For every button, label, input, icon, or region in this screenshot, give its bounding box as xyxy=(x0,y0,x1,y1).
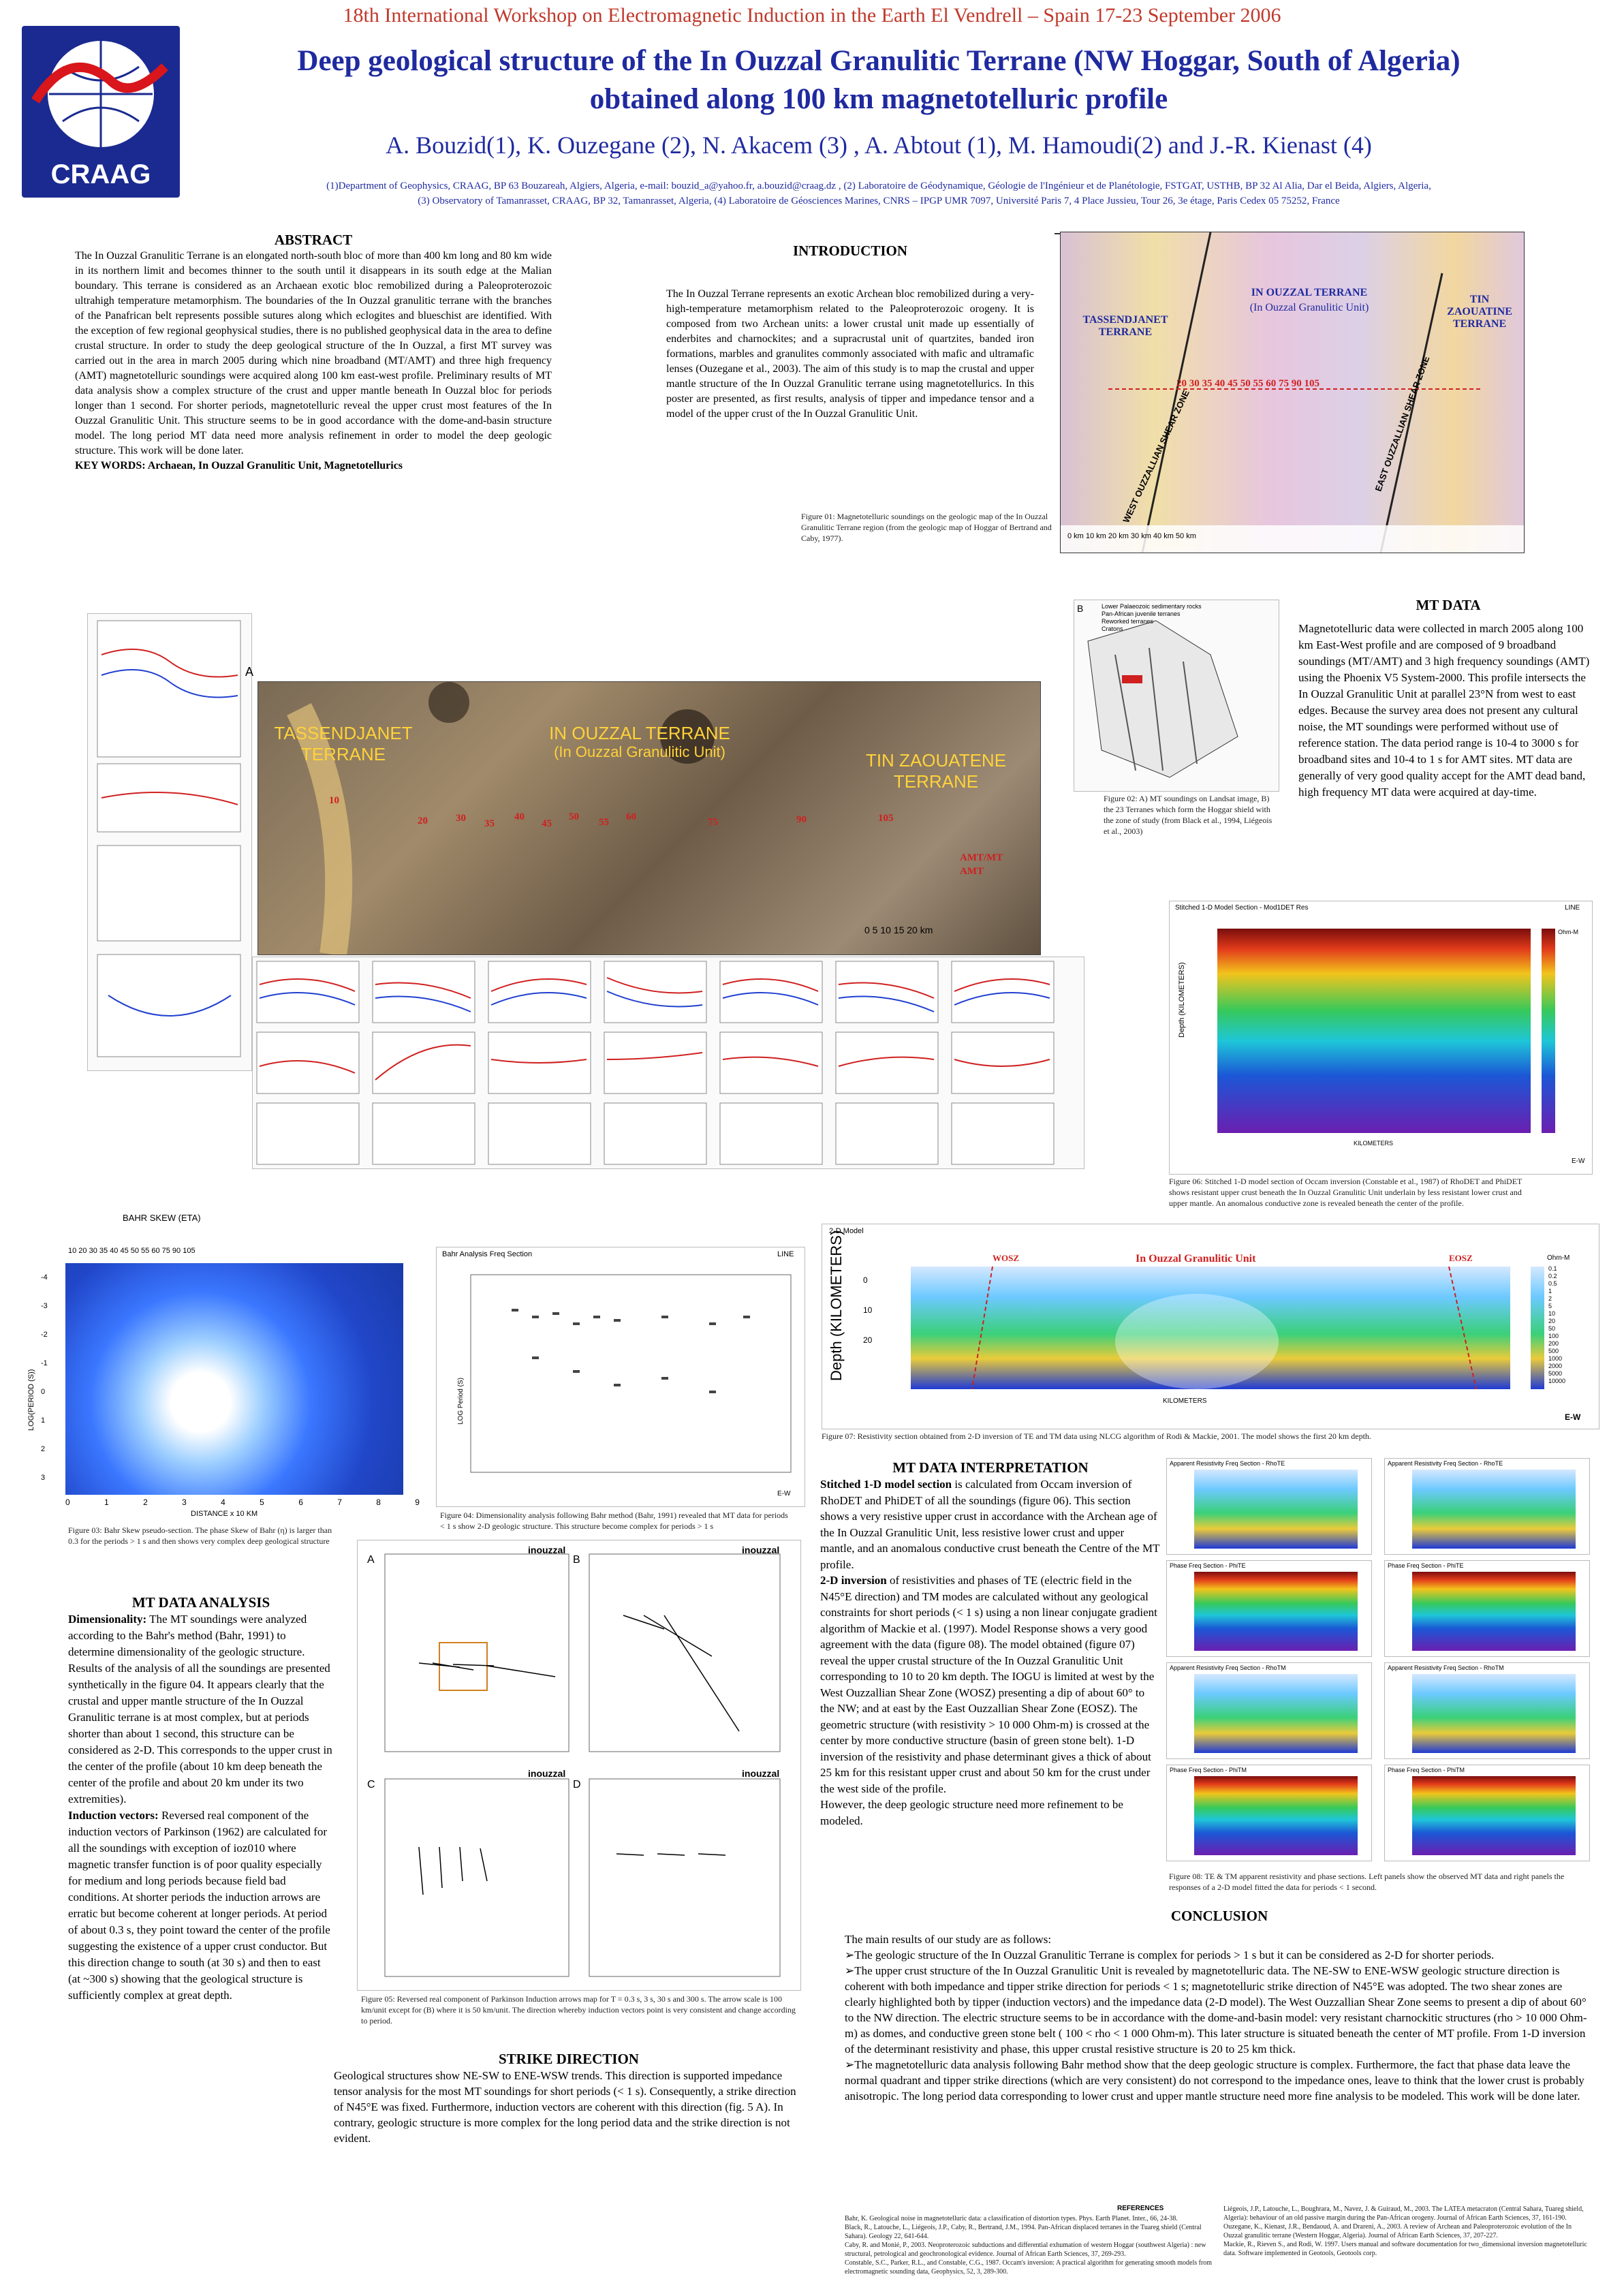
fig8-heatmap xyxy=(1412,1572,1576,1651)
fig8-heatmap xyxy=(1194,1470,1358,1549)
fig5-title-d: inouzzal xyxy=(742,1768,780,1779)
dimensionality-text: The MT soundings were analyzed according to the Bahr's method (Bahr, 1991) to determine dimensionality of the geologic structure. Results of the analysis of all the soundings are presented synthetically in the figure 04. It appears clearly that the crustal and upper mantle structure of the In Ouzzal Granulitic terrane is at most complex, but at periods shorter than about 1 second, this structure can be considered as 2-D. This corresponds to the upper crust in the center of the profile (about 10 km deep beneath the center of the profile and about 20 km under its two extremities). xyxy=(68,1613,332,1805)
reference-item: Caby, R. and Monié, P., 2003. Neoproterozoic subductions and differential exhumation of western Hoggar (southwest Algeria) : new structural, petrological and geochronological evidence. Journal of African Earth Sciences, 37, 269-293. xyxy=(845,2241,1206,2258)
strike-section xyxy=(334,2051,804,2146)
legend-amt: AMT xyxy=(960,866,984,877)
figure-8-caption: Figure 08: TE & TM apparent resistivity and phase sections. Left panels show the observed MT data and right panels the responses of a 2-D model fitted the data for periods < 1 second. xyxy=(1169,1872,1565,1892)
fig8-panel xyxy=(1384,1560,1590,1657)
strike-heading: STRIKE DIRECTION xyxy=(499,2051,639,2067)
fig7-legend-item: 10 xyxy=(1548,1310,1556,1317)
fig3-xtick: 8 xyxy=(376,1498,381,1507)
fig8-heatmap xyxy=(1194,1572,1358,1651)
fig3-xtick: 7 xyxy=(337,1498,342,1507)
interp-p1-text: is calculated from Occam inversion of RhoDET and PhiDET of all the soundings (figure 06). This section shows a very resistive upper crust in accordance with the Archean age of the In Ouzzal Granulitic Unit, less resistive lower crust and upper mantle, and an anomalous conductive crust beneath the Centre of the MT profile. xyxy=(820,1478,1160,1571)
fig8-heatmap xyxy=(1412,1470,1576,1549)
sat-label-tin-zaouatene: TIN ZAOUATENE TERRANE xyxy=(865,750,1007,792)
fig7-legend-item: 2000 xyxy=(1548,1363,1563,1369)
fig3-ytick: 0 xyxy=(41,1388,46,1396)
fig7-xlabel: KILOMETERS xyxy=(1163,1397,1207,1405)
fig7-ytick: 20 xyxy=(863,1335,873,1345)
te-tm-sections-figure xyxy=(1166,1458,1602,1867)
induction-head: Induction vectors: xyxy=(68,1809,159,1822)
fig3-xticks xyxy=(65,1498,420,1507)
inset-legend-item: Cratons xyxy=(1102,625,1123,632)
fig7-legend-item: 100 xyxy=(1548,1333,1559,1339)
fig8-panel xyxy=(1166,1458,1372,1555)
fig6-line: LINE xyxy=(1565,904,1580,912)
fig3-ytick: -2 xyxy=(41,1331,48,1339)
reference-item: Black, R., Latouche, L., Liégeois, J.P., Caby, R., Bertrand, J.M., 1994. Pan-African displaced terranes in the Tuareg shield (Central Sahara). Geology 22, 641-644. xyxy=(845,2224,1202,2240)
map-label-unit: (In Ouzzal Granulitic Unit) xyxy=(1249,302,1369,313)
interp-p2-text: of resistivities and phases of TE (electric field in the N45°E direction) and TM modes are calculated without any geological constraints for short periods (< 1 s) using a non linear conjugate gradient algorithm of Mackie et al. (1997). Model Response shows a very good agreement with the data (figure 08). The model obtained (figure 07) reveal the upper crustal structure of the In Ouzzal Granulitic Unit corresponding to 10 to 20 km depth. The IOGU is limited at west by the West Ouzzallian Shear Zone (WOSZ) presenting a dip of about 60° to the NW; and at east by the East Ouzzallian Shear Zone (EOSZ). The geometric structure (with resistivity > 10 000 Ohm-m) is crossed at the center by more conductive structure (basin of green stone belt). 1-D inversion of the resistivity and phase determinant gives a thick of about 25 km for this resistant upper crust and about 50 km for the crust under the west side of the profile. xyxy=(820,1574,1157,1795)
fig7-legend-item: 50 xyxy=(1548,1325,1556,1332)
title-line-1: Deep geological structure of the In Ouzzal Granulitic Terrane (NW Hoggar, South of Algeria) xyxy=(297,45,1461,77)
reference-item: Bahr, K. Geological noise in magnetotelluric data: a classification of distortion types. Phys. Earth Planet. Inter., 66, 24-38. xyxy=(845,2215,1178,2222)
interp-p3: However, the deep geologic structure need more refinement to be modeled. xyxy=(820,1798,1123,1827)
fig4-line: LINE xyxy=(777,1250,794,1258)
fig8-panel xyxy=(1166,1765,1372,1861)
workshop-line: 18th International Workshop on Electromagnetic Induction in the Earth El Vendrell – Spain 17-23 September 2006 xyxy=(343,4,1281,27)
station-105: 105 xyxy=(878,813,894,824)
fig8-heatmap xyxy=(1412,1674,1576,1753)
interp-p2-head: 2-D inversion xyxy=(820,1574,887,1587)
conclusion-item: ➢The upper crust structure of the In Ouzzal Granulitic Unit is revealed by magnetotelluric data. The NE-SW to ENE-WSW geologic structure direction is coherent with both impedance and tipper strike direction for periods < 1 s; magnetotelluric strike direction of N45°E was adopted. The two shear zones are clearly highlighted both by tipper (induction vectors) and the impedance data (2-D model). The West Ouzzallian Shear Zone seems to present a dip of about 60° to the NW direction. The electric structure seems to be in accordance with the dome-and-basin model: very resistant charnockitic structures (rho > 10 000 Ohm-m) as domes, and conductive green stone belt ( 100 < rho < 1 000 Ohm-m). This later structure is situated beneath the center of MT profile. From 1-D inversion of the determinant resistivity and phase, this upper crustal resistive structure is 20 to 25 km thick. xyxy=(845,1964,1587,2055)
fig8-heatmap xyxy=(1412,1776,1576,1855)
abstract-heading: ABSTRACT xyxy=(274,232,353,248)
inset-legend-item: Reworked terranes xyxy=(1102,618,1154,625)
fig3-ytick: 1 xyxy=(41,1416,46,1425)
station-60: 60 xyxy=(626,811,636,822)
reference-item: Liégeois, J.P., Latouche, L., Boughrara, M., Navez, J. & Guiraud, M., 2003. The LATEA metacraton (Central Sahara, Tuareg shield, Algeria): behaviour of an old passive margin during the Pan-African orogeny. Journal of African Earth Sciences, 37, 161-190. xyxy=(1223,2205,1584,2222)
reference-item: Constable, S.C., Parker, R.L., and Constable, C.G., 1987. Occam's inversion: A practical algorithm for generating smooth models from electromagnetic sounding data, Geophysics, 52, 3, 289-300. xyxy=(845,2259,1213,2276)
map-shear-west: WEST OUZZALLIAN SHEAR ZONE xyxy=(1121,388,1191,525)
fig3-ytick: 2 xyxy=(41,1445,46,1453)
references-left xyxy=(845,2214,1213,2276)
landsat-image xyxy=(257,681,1041,955)
fig8-panel-title: Phase Freq Section - PhiTE xyxy=(1170,1562,1246,1569)
map-shear-east: EAST OUZZALLIAN SHEAR ZONE xyxy=(1373,354,1432,493)
fig7-legend xyxy=(1548,1265,1565,1385)
conclusion-section xyxy=(845,1908,1594,2104)
fig7-ylabel: Depth (KILOMETERS) xyxy=(828,1230,845,1381)
craag-logo xyxy=(22,26,180,198)
sat-label-unit: (In Ouzzal Granulitic Unit) xyxy=(554,743,725,760)
authors: A. Bouzid(1), K. Ouzegane (2), N. Akacem (3) , A. Abtout (1), M. Hamoudi(2) and J.-R. Kienast (4) xyxy=(386,131,1372,159)
fig3-stations: 10 20 30 35 40 45 50 55 60 75 90 105 xyxy=(68,1247,196,1255)
fig8-panel-title: Apparent Resistivity Freq Section - RhoTE xyxy=(1170,1460,1285,1467)
figure-5-caption: Figure 05: Reversed real component of Parkinson Induction arrows map for T = 0.3 s, 3 s, 30 s and 300 s. The arrow scale is 100 km/unit except for (B) where it is 50 km/unit. The direction whereby induction vectors point is very consistent and change according to period. xyxy=(361,1994,796,2026)
fig7-legend-item: 10000 xyxy=(1548,1378,1566,1384)
sat-scale: 0 5 10 15 20 km xyxy=(864,925,933,935)
fig7-overlay xyxy=(911,1267,1510,1389)
figure-4-caption: Figure 04: Dimensionality analysis following Bahr method (Bahr, 1991) revealed that MT data for periods < 1 s show 2-D geologic structure. This structure become complex for periods > 1 s xyxy=(440,1510,788,1531)
fig3-xtick: 1 xyxy=(104,1498,109,1507)
references-right xyxy=(1223,2205,1591,2258)
mt-data-text: Magnetotelluric data were collected in march 2005 along 100 km East-West profile and are composed of 9 broadband soundings (MT/AMT) and 3 high frequency soundings (AMT) using the Phoenix V5 System-2000. This profile intersects the In Ouzzal Granulitic Unit at parallel 23°N from west to east edges. Because the survey area does not present any cultural noise, the MT soundings were performed without use of reference station. The data period range is 10-4 to 3000 s for broadband sites and 10-4 to 1 s for AMT sites. MT data are generally of very good quality accept for the AMT dead band, high frequency MT data were acquired at day-time. xyxy=(1298,622,1590,798)
fig5-panel-b: B xyxy=(573,1554,580,1566)
station-45: 45 xyxy=(542,818,552,829)
fig8-panel-title: Apparent Resistivity Freq Section - RhoTM xyxy=(1388,1664,1504,1671)
fig7-legend-item: 5000 xyxy=(1548,1370,1563,1377)
analysis-section xyxy=(68,1594,334,2004)
fig5-title-c: inouzzal xyxy=(528,1768,566,1779)
interpretation-heading: MT DATA INTERPRETATION xyxy=(892,1459,1089,1476)
fig7-legend-item: 20 xyxy=(1548,1318,1556,1324)
fig7-legend-title: Ohm-M xyxy=(1547,1254,1570,1262)
station-35: 35 xyxy=(484,818,495,829)
induction-paragraph xyxy=(68,1808,334,2004)
map-label-tassendjanet: TASSENDJANET TERRANE xyxy=(1082,314,1168,338)
station-20: 20 xyxy=(418,816,428,826)
figure-1-caption: Figure 01: Magnetotelluric soundings on the geologic map of the In Ouzzal Granulitic Terrane region (from the geologic map of Hoggar of Bertrand and Caby, 1977). xyxy=(801,512,1052,543)
dimensionality-head: Dimensionality: xyxy=(68,1613,147,1626)
fig6-heatmap xyxy=(1217,929,1531,1133)
fig7-ytick: 10 xyxy=(863,1305,873,1315)
fig8-panel xyxy=(1384,1765,1590,1861)
figure-2-caption: Figure 02: A) MT soundings on Landsat image, B) the 23 Terranes which form the Hoggar shield with the zone of study (from Black et al., 1994, Liégeois et al., 2003) xyxy=(1104,794,1272,836)
map-scale: 0 km 10 km 20 km 30 km 40 km 50 km xyxy=(1067,532,1196,540)
fig7-legend-item: 1 xyxy=(1548,1288,1552,1294)
panel-a-label: A xyxy=(245,665,254,679)
conclusion-intro: The main results of our study are as follows: xyxy=(845,1933,1052,1946)
interp-p2 xyxy=(820,1572,1161,1797)
fig3-ytick: -4 xyxy=(41,1273,48,1282)
introduction-section xyxy=(666,243,1034,422)
fig3-ylabel: LOG(PERIOD (S)) xyxy=(27,1369,35,1431)
fig4-plot xyxy=(437,1247,805,1506)
abstract-text: The In Ouzzal Granulitic Terrane is an elongated north-south bloc of more than 400 km long and 80 km wide in its northern limit and becomes thinner to the south until it disappears in its south edge at the Malian boundary. This terrane is considered as an Archaean exotic bloc remobilized during a Paleoproterozoic ultrahigh temperature metamorphism. The boundaries of the In Ouzzal granulitic terrane with the branches of the Panafrican belt represents possible sutures along which eclogites and blueschist are identified. With the exception of few regional geophysical studies, there is no published geophysical data in the area to define crustal structure. In order to study the deep geological structure of the In Ouzzal, a first MT survey was carried out in the area in march 2005 during which nine broadband (MT/AMT) and three high frequency (AMT) magnetotelluric soundings were acquired along 100 km east-west profile. Preliminary results of MT data analysis show a complex structure of the crust and upper mantle beneath In Ouzzal bloc for periods longer than 1 second. For shorter periods, magnetotelluric reveal the upper crust most features of the In Ouzzal Granulitic Unit. This structure seems to be in good accordance with the dome-and-basin structure model. The long period MT data need more analysis refinement in order to model the deep geologic structure. This work will be done later. xyxy=(75,250,552,456)
dimensionality-paragraph xyxy=(68,1611,334,1808)
fig7-legend-item: 5 xyxy=(1548,1303,1552,1309)
conclusion-item: ➢The geologic structure of the In Ouzzal Granulitic Terrane is complex for periods > 1 s but it can be considered as 2-D for shorter periods. xyxy=(845,1949,1495,1961)
fig4-title: Bahr Analysis Freq Section xyxy=(442,1250,533,1258)
panel-b-label: B xyxy=(1077,603,1084,614)
fig6-title: Stitched 1-D Model Section - Mod1DET Res xyxy=(1175,904,1309,912)
figure-3-caption: Figure 03: Bahr Skew pseudo-section. The phase Skew of Bahr (η) is larger than 0.3 for the periods > 1 s and then shows very complex deep geological structure xyxy=(68,1525,332,1546)
fig6-ew: E-W xyxy=(1572,1158,1585,1165)
fig8-panel-title: Phase Freq Section - PhiTM xyxy=(1170,1767,1247,1773)
fig8-panel xyxy=(1384,1662,1590,1759)
fig7-legend-item: 0.1 xyxy=(1548,1265,1557,1272)
fig6-xlabel: KILOMETERS xyxy=(1354,1140,1394,1147)
inset-legend-item: Pan-African juvenile terranes xyxy=(1102,610,1181,617)
map-label-tin-zaouatine: TIN ZAOUATINE TERRANE xyxy=(1447,294,1512,330)
fig3-xtick: 5 xyxy=(260,1498,264,1507)
affiliation-line-1: (1)Department of Geophysics, CRAAG, BP 63 Bouzareah, Algiers, Algeria, e-mail: bouzid_a@yahoo.fr, a.bouzid@craag.dz , (2) Laboratoire de Géodynamique, Géologie de l'Ingénieur et de Planétologie, FSTGAT, USTHB, BP 32 Al Alia, Dar el Beida, Algiers, Algeria, xyxy=(326,181,1431,191)
induction-text: Reversed real component of the induction vectors of Parkinson (1962) are calculated for all the soundings with exception of ioz010 where magnetic transfer function is of poor quality especially for medium and long periods because field bad conditions. At shorter periods the induction arrows are erratic but become coherent at longer periods. At period of about 0.3 s, they point toward the center of the profile suggesting the existence of a upper crust conductor. But this direction change to south (at 30 s) and then to east (at ~300 s) showing that the geological structure is sufficiently complex at great depth. xyxy=(68,1809,330,2002)
station-30: 30 xyxy=(456,813,466,824)
fig7-legend-item: 1000 xyxy=(1548,1355,1563,1362)
station-40: 40 xyxy=(514,811,525,822)
fig5-plot xyxy=(358,1540,800,1990)
fig7-ytick: 0 xyxy=(863,1275,868,1285)
keywords: KEY WORDS: Archaean, In Ouzzal Granulitic Unit, Magnetotellurics xyxy=(75,460,403,471)
strike-text: Geological structures show NE-SW to ENE-WSW trends. This direction is supported impedance tensor analysis for the most MT soundings for short periods (< 1 s). Consequently, a strike direction of N45°E was fixed. Furthermore, induction vectors are coherent with this direction (fig. 5 A). In contrary, geologic structure is more complex for the long period data and the strike direction is not evident. xyxy=(334,2069,796,2145)
fig8-panel-title: Apparent Resistivity Freq Section - RhoTE xyxy=(1388,1460,1503,1467)
fig7-legend-item: 200 xyxy=(1548,1340,1559,1347)
geologic-map-figure xyxy=(1060,232,1525,553)
affiliations xyxy=(204,179,1553,208)
skew-pseudosection xyxy=(65,1263,403,1495)
stitched-1d-figure xyxy=(1169,901,1593,1175)
fig8-heatmap xyxy=(1194,1776,1358,1855)
conclusion-item: ➢The magnetotelluric data analysis following Bahr method show that the deep geologic structure is complex. Furthermore, the fact that phase data leave the normal quadrant and tipper strike directions (which are very consistent) do not correspond to the impedance ones, leave to think that the lower crust is probably anisotropic. The long period data corresponding to lower crust and upper mantle structure need more fine analysis to be modeled. This work will be done later. xyxy=(845,2058,1584,2103)
references-heading: REFERENCES xyxy=(1117,2205,1164,2212)
sat-label-tassendjanet: TASSENDJANET TERRANE xyxy=(274,723,413,764)
fig3-xtick: 6 xyxy=(298,1498,303,1507)
fig7-legend-item: 0.5 xyxy=(1548,1280,1557,1287)
affiliation-line-2: (3) Observatory of Tamanrasset, CRAAG, BP 32, Tamanrasset, Algeria, (4) Laboratoire de Géosciences Marines, CNRS – IPGP UMR 7097, Université Paris 7, 4 Place Jussieu, Tour 26, 3e étage, Paris Cedex 05 75252, France xyxy=(418,196,1340,206)
fig3-ytick: 3 xyxy=(41,1474,46,1482)
figure-6-caption: Figure 06: Stitched 1-D model section of Occam inversion (Constable et al., 1987) of RhoDET and PhiDET shows resistant upper crust beneath the In Ouzzal Granulitic Unit underlain by less resistant lower crust and upper mantle. An anomalous conductive zone is revealed beneath the center of the profile. xyxy=(1169,1177,1522,1208)
fig7-wosz: WOSZ xyxy=(993,1253,1020,1263)
fig3-xtick: 2 xyxy=(143,1498,148,1507)
fig8-panel-title: Apparent Resistivity Freq Section - RhoTM xyxy=(1170,1664,1286,1671)
fig5-panel-a: A xyxy=(367,1554,375,1566)
fig7-heatmap xyxy=(911,1267,1510,1389)
map-label-in-ouzzal: IN OUZZAL TERRANE xyxy=(1251,287,1368,298)
fig3-title: BAHR SKEW (ETA) xyxy=(123,1213,201,1223)
sounding-curves-bottom-plot xyxy=(253,957,1084,1168)
station-75: 75 xyxy=(708,817,718,828)
fig7-unit-label: In Ouzzal Granulitic Unit xyxy=(1136,1253,1256,1265)
fig5-title-b: inouzzal xyxy=(742,1545,780,1555)
reference-item: Ouzegane, K., Kienast, J.R., Bendaoud, A. and Drareni, A., 2003. A review of Archean and Paleoproterozoic evolution of the In Ouzzal granulitic terrane (Western Hoggar, Algeria). Journal of African Earth Sciences, 37, 207-227. xyxy=(1223,2223,1572,2239)
sat-label-in-ouzzal: IN OUZZAL TERRANE xyxy=(549,723,730,743)
logo-text: CRAAG xyxy=(50,159,151,189)
inset-legend xyxy=(1102,603,1224,633)
fig8-panel-title: Phase Freq Section - PhiTE xyxy=(1388,1562,1464,1569)
fig8-panel xyxy=(1166,1662,1372,1759)
mt-data-section xyxy=(1298,597,1598,801)
interpretation-section xyxy=(820,1459,1161,1829)
reference-item: Mackie, R., Rieven S., and Rodi, W. 1997. Users manual and software documentation for two_dimensional inversion magnetotelluric data. Software implemented in Geotools, Geotools corp. xyxy=(1223,2241,1587,2257)
interp-p1 xyxy=(820,1476,1161,1572)
fig6-legend-title: Ohm-M xyxy=(1558,929,1578,935)
abstract-section xyxy=(75,232,552,474)
fig7-legend-item: 2 xyxy=(1548,1295,1552,1302)
fig7-legend-item: 0.2 xyxy=(1548,1273,1557,1279)
conclusion-heading: CONCLUSION xyxy=(1170,1908,1268,1924)
fig5-panel-c: C xyxy=(367,1779,375,1790)
legend-amt-mt: AMT/MT xyxy=(960,852,1003,863)
sounding-curves-bottom xyxy=(252,957,1084,1169)
induction-arrows-figure xyxy=(357,1540,801,1991)
inset-legend-item: Lower Palaeozoic sedimentary rocks xyxy=(1102,603,1202,610)
fig8-panel xyxy=(1384,1458,1590,1555)
fig7-eosz: EOSZ xyxy=(1449,1253,1473,1263)
fig3-ytick: -3 xyxy=(41,1302,48,1310)
fig6-ylabel: Depth (KILOMETERS) xyxy=(1178,962,1186,1038)
fig4-ylabel: LOG Period (S) xyxy=(457,1378,465,1425)
fig7-ew: E-W xyxy=(1565,1412,1581,1422)
station-50: 50 xyxy=(569,811,579,822)
mt-data-heading: MT DATA xyxy=(1416,597,1481,613)
fig7-title: 2-D Model xyxy=(829,1227,864,1235)
sounding-curves-left-plot xyxy=(88,614,254,1070)
sounding-curves-left xyxy=(87,613,252,1071)
station-55: 55 xyxy=(599,817,609,828)
map-station-numbers: 20 30 35 40 45 50 55 60 75 90 105 xyxy=(1176,378,1320,389)
model-2d-figure xyxy=(822,1224,1599,1429)
fig3-ytick: -1 xyxy=(41,1359,48,1367)
introduction-text: The In Ouzzal Terrane represents an exotic Archean bloc remobilized during a very-high-temperature metamorphism related to the Paleoproterozoic orogeny. It is composed from two Archean units: a lower crustal unit made up essentially of enderbites and charnockites; and a supracrustal unit of quartzites, banded iron formations, marbles and granulites commonly associated with mafic and ultramafic lenses (Ouzegane et al., 2003). The aim of this study is to map the crustal and upper mantle structure of the In Ouzzal Granulitic terrane using magnetotellurics. In this poster are presented, as first results, analysis of tipper and impedance tensor and a model of the upper crust of the In Ouzzal Granulitic Unit. xyxy=(666,288,1034,420)
station-10: 10 xyxy=(329,795,339,806)
fig3-xtick: 0 xyxy=(65,1498,70,1507)
station-90: 90 xyxy=(796,814,807,825)
fig6-colorbar xyxy=(1542,929,1555,1133)
figure-7-caption: Figure 07: Resistivity section obtained from 2-D inversion of TE and TM data using NLCG algorithm of Rodi & Mackie, 2001. The model shows the first 20 km depth. xyxy=(822,1431,1371,1441)
fig3-xlabel: DISTANCE x 10 KM xyxy=(191,1510,258,1518)
fig3-xtick: 3 xyxy=(182,1498,187,1507)
fig7-colorbar xyxy=(1531,1267,1544,1389)
hoggar-inset-map xyxy=(1074,600,1279,792)
fig3-xtick: 9 xyxy=(415,1498,420,1507)
fig8-panel-title: Phase Freq Section - PhiTM xyxy=(1388,1767,1465,1773)
fig7-yticks xyxy=(863,1265,872,1355)
introduction-heading: INTRODUCTION xyxy=(792,243,908,259)
fig3-yticks xyxy=(41,1263,48,1492)
fig7-legend-item: 500 xyxy=(1548,1348,1559,1354)
fig8-panel xyxy=(1166,1560,1372,1657)
analysis-heading: MT DATA ANALYSIS xyxy=(131,1594,270,1611)
fig8-heatmap xyxy=(1194,1674,1358,1753)
fig5-title-a: inouzzal xyxy=(528,1545,566,1555)
fig3-xtick: 4 xyxy=(221,1498,225,1507)
interp-p1-head: Stitched 1-D model section xyxy=(820,1478,952,1491)
fig4-ew: E-W xyxy=(777,1490,791,1498)
fig5-panel-d: D xyxy=(573,1779,581,1790)
poster-title xyxy=(204,42,1553,119)
title-line-2: obtained along 100 km magnetotelluric profile xyxy=(589,83,1168,115)
bahr-analysis-figure xyxy=(436,1247,805,1507)
